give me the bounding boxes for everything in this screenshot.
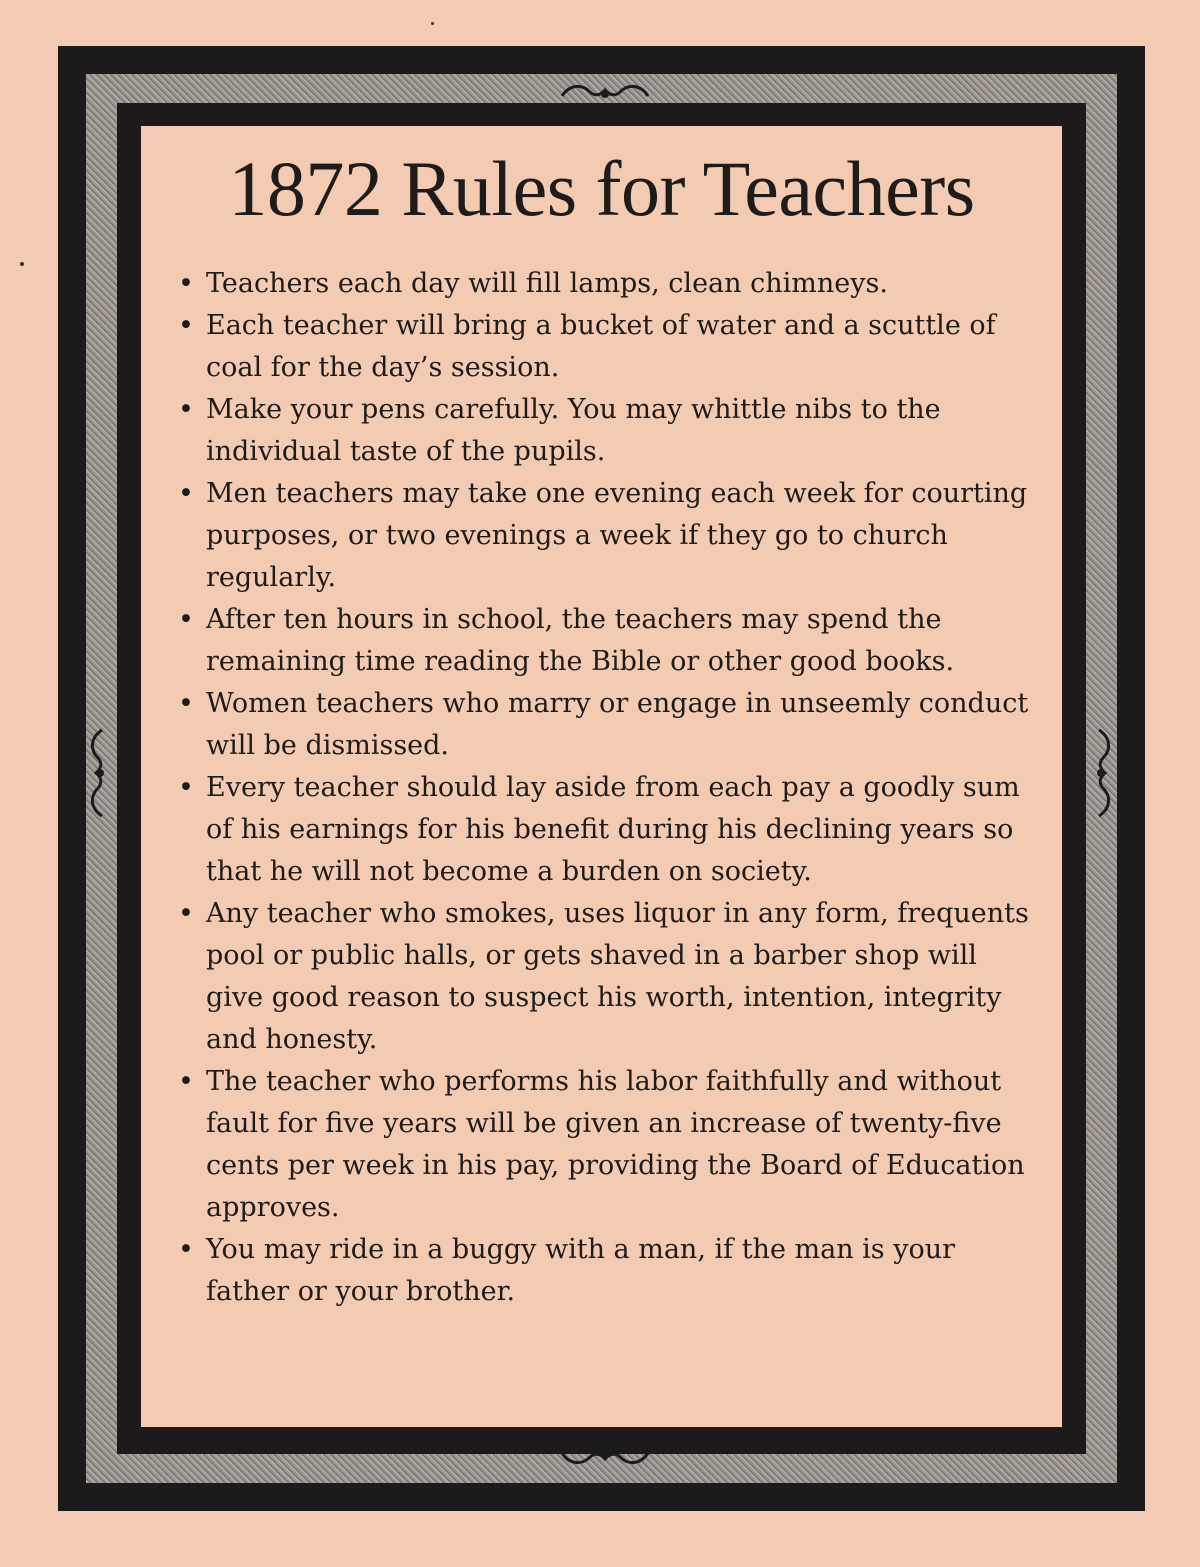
rule-text: The teacher who performs his labor faithfully and without fault for five years will be given an increase of twenty-five cents per week in his pay, providing the Board of Education approves. [206,1066,1025,1223]
bullet-icon: • [178,898,194,929]
rule-text: Any teacher who smokes, uses liquor in any form, frequents pool or public halls, or gets shaved in a barber shop will give good reason to suspect his worth, intention, integrity and honesty. [206,898,1029,1055]
bullet-icon: • [178,310,194,341]
bottom-ornament-icon [560,1447,650,1467]
list-item [172,1061,1042,1229]
rule-text: You may ride in a buggy with a man, if the man is your father or your brother. [206,1234,956,1307]
bullet-icon: • [178,1234,194,1265]
list-item [172,473,1042,599]
bullet-icon: • [178,268,194,299]
bullet-icon: • [178,688,194,719]
bullet-icon: • [178,478,194,509]
list-item [172,893,1042,1061]
right-ornament-icon [1087,728,1113,818]
list-item [172,599,1042,683]
list-item [172,767,1042,893]
rule-text: Make your pens carefully. You may whittle nibs to the individual taste of the pupils. [206,394,941,467]
page-title: 1872 Rules for Teachers [228,145,975,232]
rule-text: Teachers each day will fill lamps, clean chimneys. [206,268,888,299]
rule-text: Women teachers who marry or engage in unseemly conduct will be dismissed. [206,688,1029,761]
paper-speck [20,262,24,266]
bullet-icon: • [178,394,194,425]
list-item [172,1229,1042,1313]
rule-text: Each teacher will bring a bucket of water and a scuttle of coal for the day’s session. [206,310,996,383]
list-item [172,263,1042,305]
rule-text: After ten hours in school, the teachers may spend the remaining time reading the Bible or other good books. [206,604,955,677]
left-ornament-icon [88,728,114,818]
rule-text: Every teacher should lay aside from each pay a goodly sum of his earnings for his benefit during his declining years so that he will not become a burden on society. [206,772,1020,887]
bullet-icon: • [178,604,194,635]
list-item [172,389,1042,473]
list-item [172,683,1042,767]
top-ornament-icon [560,82,650,102]
bullet-icon: • [178,772,194,803]
rule-text: Men teachers may take one evening each week for courting purposes, or two evenings a week if they go to church regularly. [206,478,1028,593]
list-item [172,305,1042,389]
paper-speck [431,22,434,25]
rules-list [172,263,1042,1313]
bullet-icon: • [178,1066,194,1097]
